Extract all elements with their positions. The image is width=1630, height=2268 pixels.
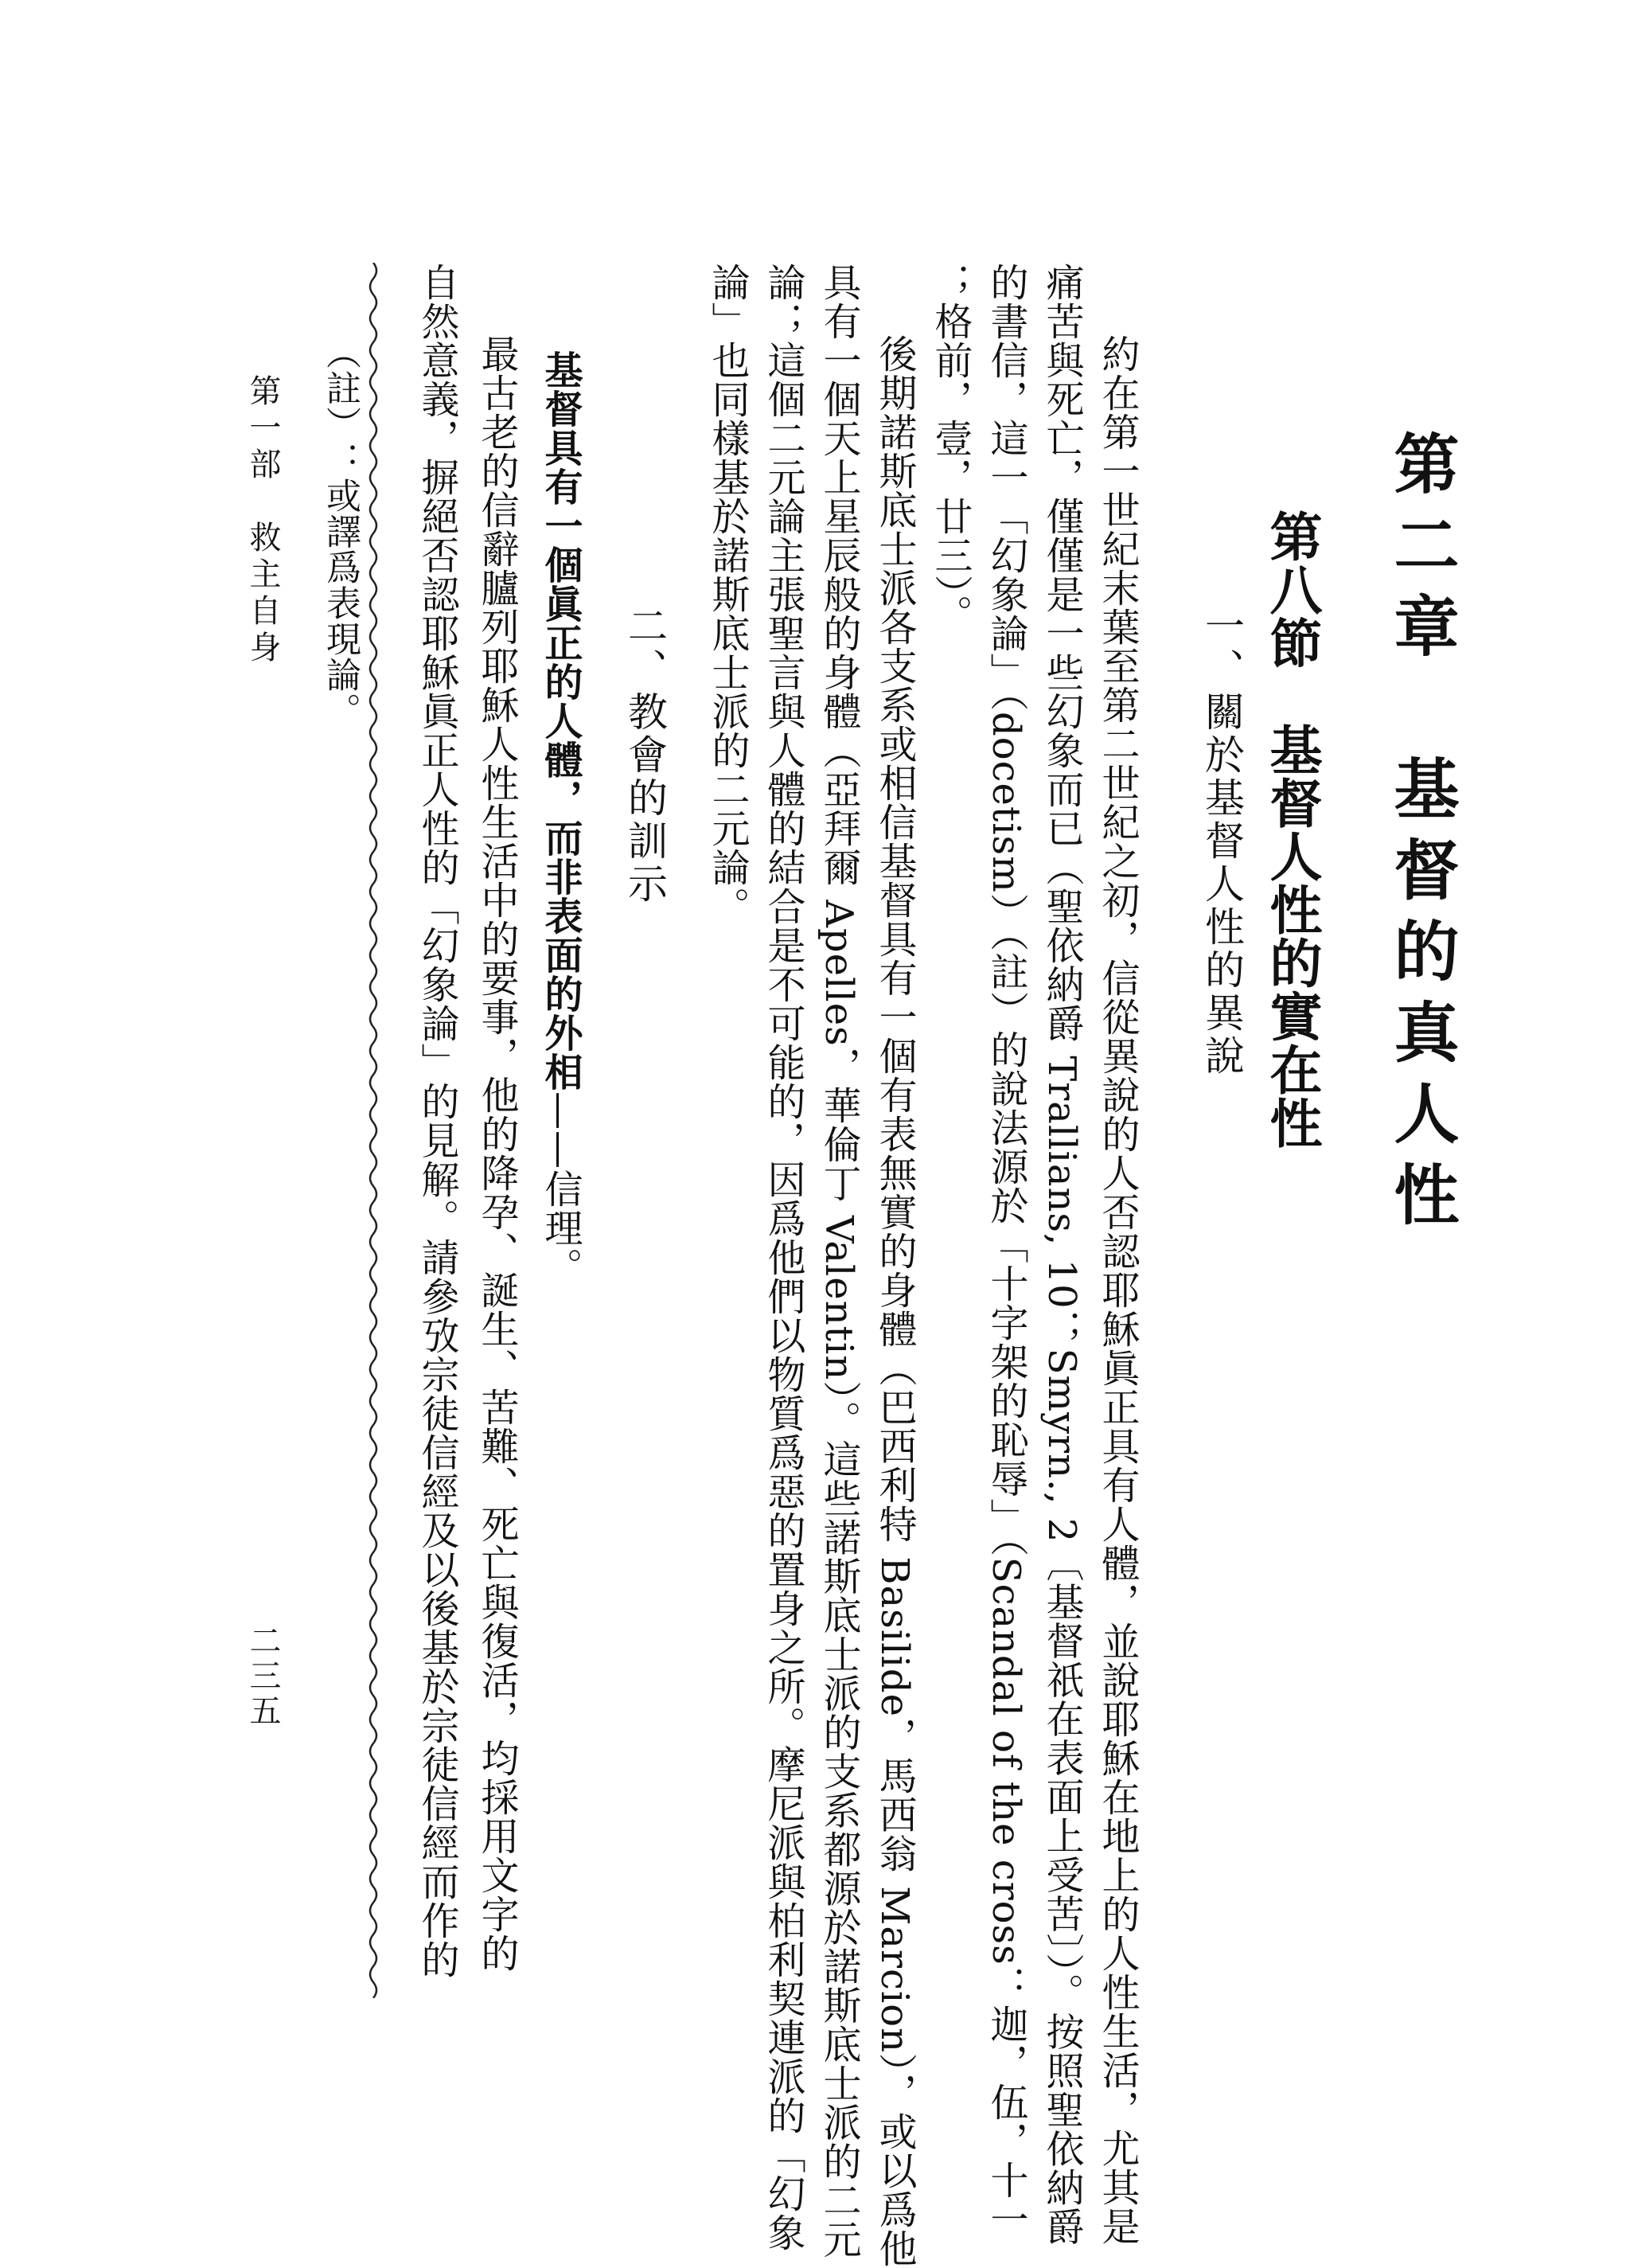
paragraph-2-line-1: 後期諾斯底士派各支系或相信基督具有一個有表無實的身體（巴西利特 Basilide，馬西翁 Marcion），或以爲他: [872, 334, 917, 2268]
section-title: 第八節 基督人性的實在性: [1261, 509, 1323, 1150]
chapter-title: 第二章 基督的真人性: [1383, 430, 1460, 1242]
wavy-divider: [364, 263, 383, 1998]
footer-part-title: 第一部 救主自身: [244, 374, 281, 667]
thesis-text: 基督具有一個眞正的人體，而非表面的外相: [538, 350, 583, 1091]
paragraph-2-line-2: 具有一個天上星辰般的身體（亞拜爾 Apelles，華倫丁 Valentin）。這些諾斯底士派的支系都源於諾斯底士派的二元: [817, 263, 861, 2259]
thesis: [538, 350, 583, 1286]
subsection-title-1: 一、關於基督人性的異說: [1199, 605, 1245, 1078]
paragraph-1-line-2: 痛苦與死亡，僅僅是一些幻象而已（聖依納爵 Trallians, 10；Smyrn., 2〔基督祇在表面上受苦〕）。按照聖依納爵: [1039, 263, 1084, 2247]
subsection-title-2: 二、教會的訓示: [622, 605, 668, 906]
paragraph-1-line-3: 的書信，這一「幻象論」（docetism）（註）的說法源於「十字架的恥辱」（Scandal of the cross：迦，伍，十一: [984, 263, 1028, 2239]
paragraph-2-line-3: 論；這個二元論主張聖言與人體的結合是不可能的，因爲他們以物質爲惡的置身之所。摩尼派與柏利契連派的「幻象: [761, 263, 805, 2252]
paragraph-3-line-2: 自然意義，摒絕否認耶穌眞正人性的「幻象論」的見解。請參攷宗徒信經及以後基於宗徒信經而作的: [415, 263, 459, 1979]
thesis-suffix: ——信理。: [538, 1091, 583, 1286]
page-number: 二三五: [244, 1624, 281, 1729]
paragraph-3-line-1: 最古老的信辭臚列耶穌人性生活中的要事，他的降孕、誕生、苦難、死亡與復活，均採用文字的: [474, 334, 519, 1973]
paragraph-1-line-1: 約在第一世紀末葉至第二世紀之初，信從異說的人否認耶穌眞正具有人體，並說耶穌在地上的人性生活，尤其是: [1095, 334, 1140, 2246]
paragraph-1-line-4: ；格前，壹，廿三）。: [928, 263, 973, 634]
footnote: （註）：或譯爲表現論。: [320, 334, 361, 728]
paragraph-2-line-4: 論」也同樣基於諾斯底士派的二元論。: [705, 263, 750, 926]
